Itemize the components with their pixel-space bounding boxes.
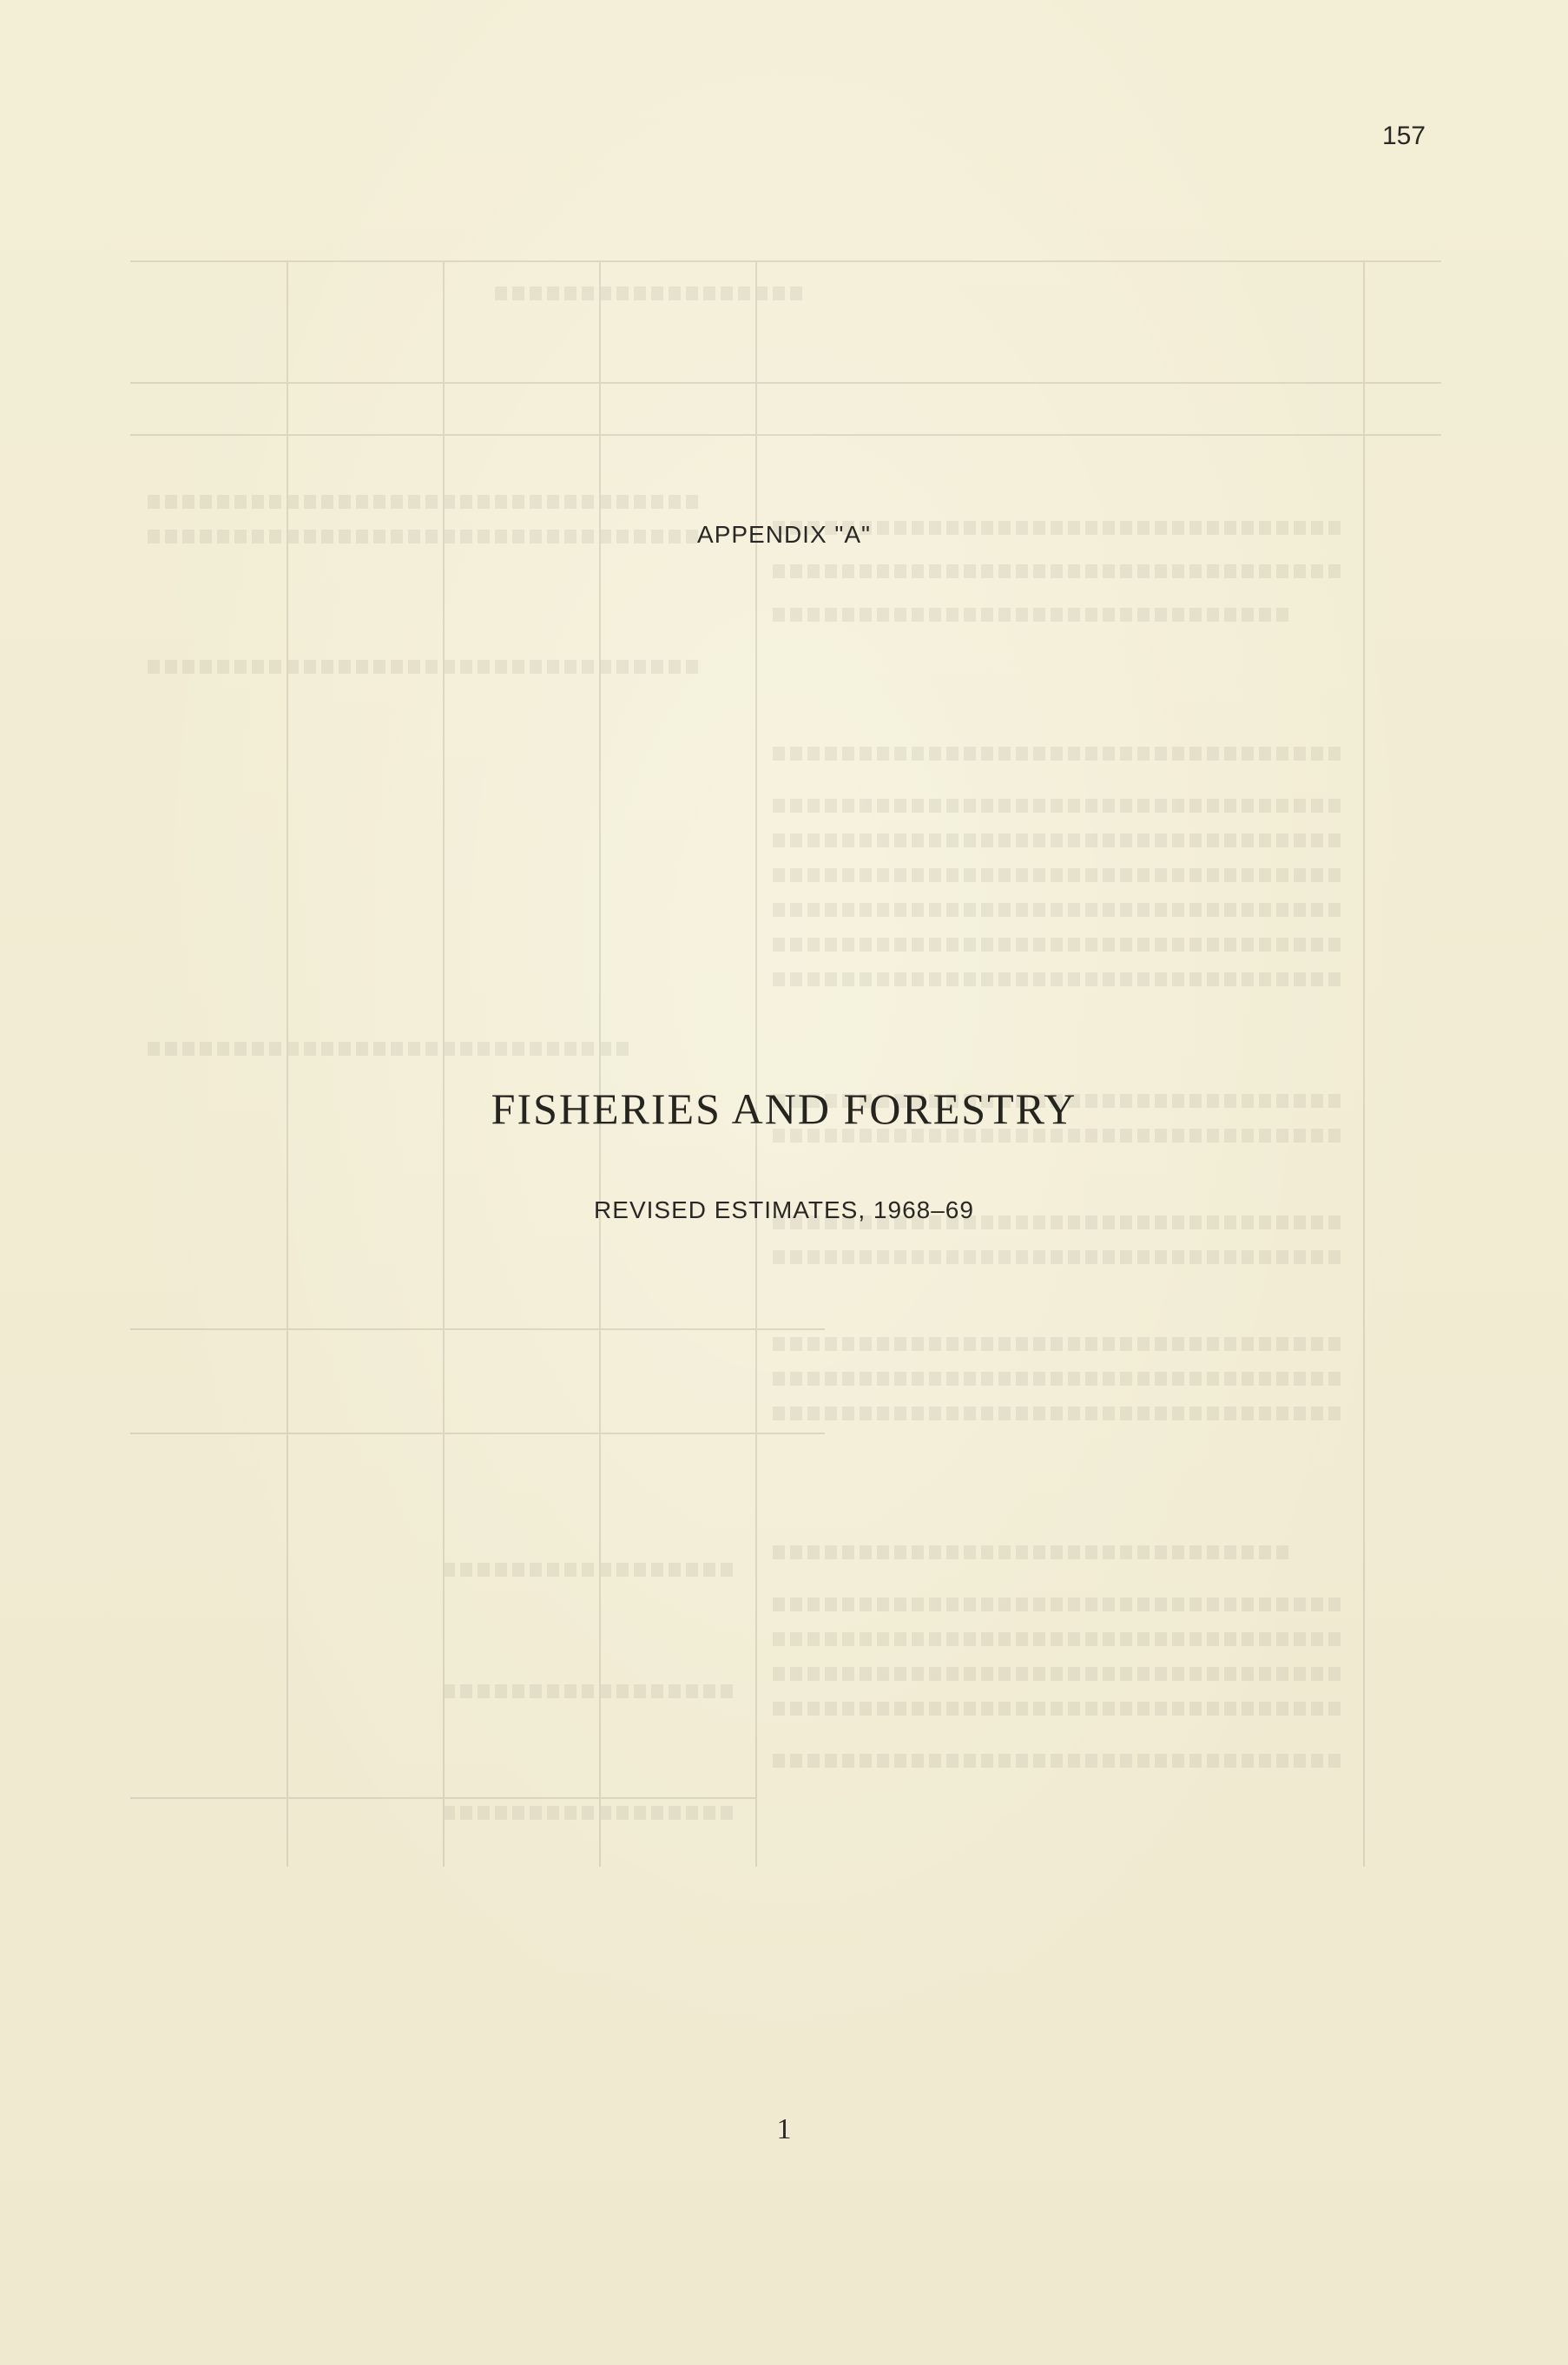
document-title: FISHERIES AND FORESTRY — [491, 1084, 1077, 1133]
appendix-label: APPENDIX "A" — [697, 521, 871, 548]
page-number: 157 — [1381, 122, 1426, 150]
bleed-through-table — [130, 208, 1441, 1858]
document-subtitle: REVISED ESTIMATES, 1968–69 — [594, 1196, 974, 1223]
folio-number: 1 — [776, 2113, 792, 2145]
